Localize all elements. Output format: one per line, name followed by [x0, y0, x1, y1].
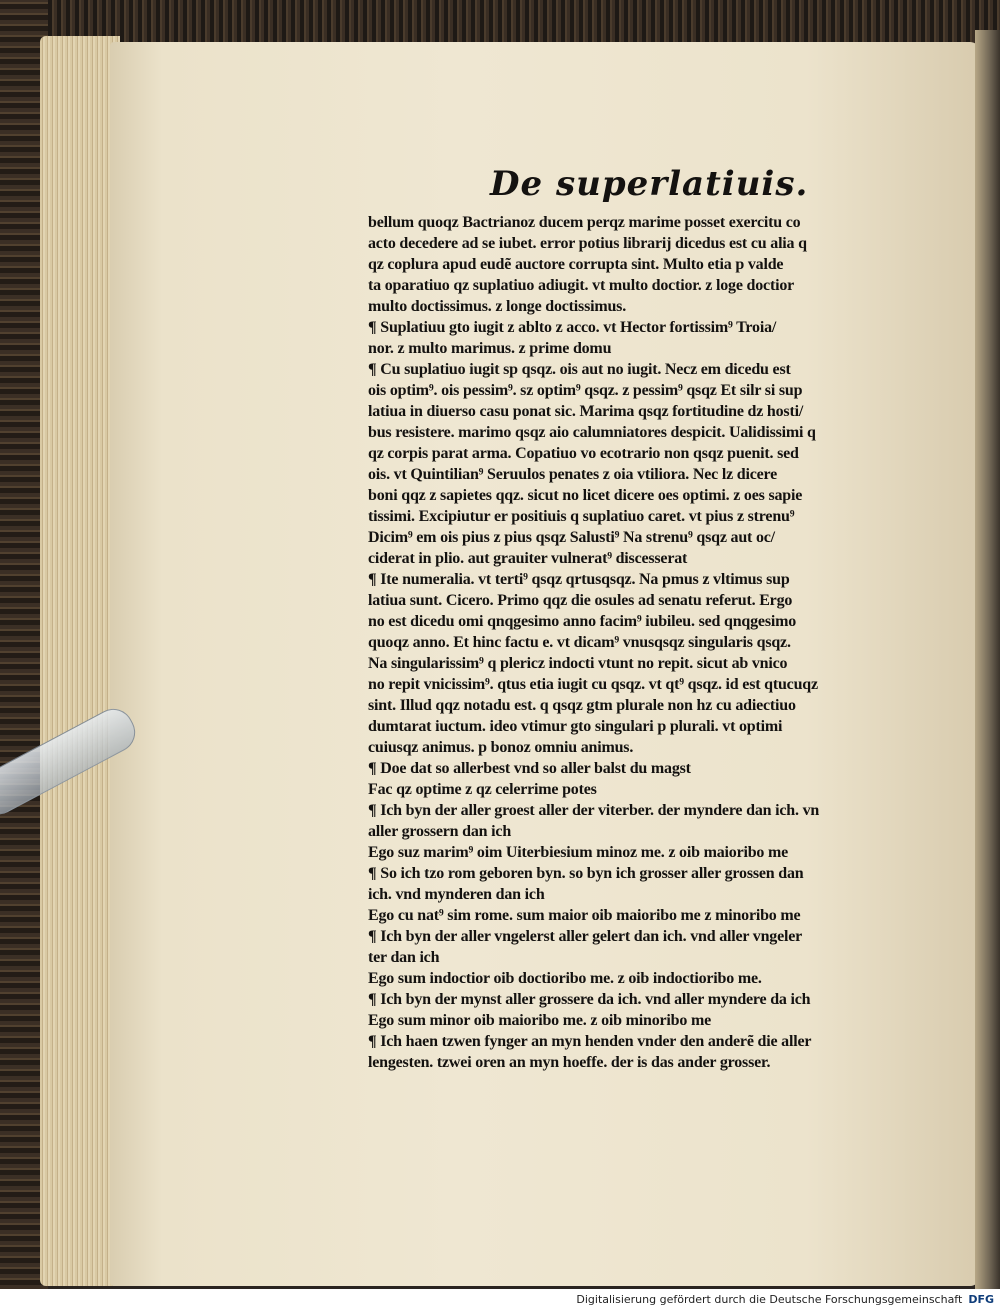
- text-block: [368, 162, 908, 1073]
- text-line: ¶ Ite numeralia. vt terti⁹ qsqz qrtusqsqz. Na pmus z vltimus sup: [368, 571, 790, 588]
- text-line: boni qqz z sapietes qqz. sicut no licet dicere oes optimi. z oes sapie: [368, 487, 803, 504]
- text-line: Ego cu nat⁹ sim rome. sum maior oib maioribo me z minoribo me: [368, 907, 801, 924]
- text-line: dumtarat iuctum. ideo vtimur gto singulari p plurali. vt optimi: [368, 718, 783, 735]
- text-line: ciderat in plio. aut grauiter vulnerat⁹ discesserat: [368, 550, 688, 567]
- text-line: Ego sum indoctior oib doctioribo me. z oib indoctioribo me.: [368, 970, 762, 987]
- text-line: ¶ Suplatiuu gto iugit z ablto z acco. vt Hector fortissim⁹ Troia/: [368, 319, 777, 336]
- page-edges: [40, 36, 120, 1286]
- text-line: nor. z multo marimus. z prime domu: [368, 340, 612, 357]
- text-line: tissimi. Excipiutur er positiuis q suplatiuo caret. vt pius z strenu⁹: [368, 508, 795, 525]
- text-line: qz corpis parat arma. Copatiuo vo ecotrario non qsqz puenit. sed: [368, 445, 799, 462]
- text-line: latiua sunt. Cicero. Primo qqz die osules ad senatu referut. Ergo: [368, 592, 793, 609]
- text-lines: [368, 212, 908, 1073]
- text-line: ich. vnd mynderen dan ich: [368, 886, 545, 903]
- text-line: ¶ Ich haen tzwen fynger an myn henden vnder den anderẽ die aller: [368, 1033, 812, 1050]
- text-line: bus resistere. marimo qsqz aio calumniatores despicit. Ualidissimi q: [368, 424, 816, 441]
- text-line: multo doctissimus. z longe doctissimus.: [368, 298, 626, 315]
- text-line: Na singularissim⁹ q plericz indocti vtunt no repit. sicut ab vnico: [368, 655, 788, 672]
- text-line: lengesten. tzwei oren an myn hoeffe. der is das ander grosser.: [368, 1054, 771, 1071]
- dfg-logo: DFG: [968, 1292, 994, 1306]
- book-spine-edge: [975, 30, 1000, 1289]
- text-line: ¶ Ich byn der mynst aller grossere da ich. vnd aller myndere da ich: [368, 991, 811, 1008]
- page-heading: De superlatiuis.: [490, 164, 809, 204]
- text-line: Ego sum minor oib maioribo me. z oib minoribo me: [368, 1012, 711, 1029]
- text-line: ois optim⁹. ois pessim⁹. sz optim⁹ qsqz. z pessim⁹ qsqz Et silr si sup: [368, 382, 803, 399]
- text-line: ta oparatiuo qz suplatiuo adiugit. vt multo doctior. z loge doctior: [368, 277, 795, 294]
- text-line: ¶ Ich byn der aller vngelerst aller gelert dan ich. vnd aller vngeler: [368, 928, 803, 945]
- text-line: bellum quoqz Bactrianoz ducem perqz marime posset exercitu co: [368, 214, 801, 231]
- text-line: Fac qz optime z qz celerrime potes: [368, 781, 597, 798]
- text-line: Ego suz marim⁹ oim Uiterbiesium minoz me. z oib maioribo me: [368, 844, 789, 861]
- text-line: sint. Illud qqz notadu est. q qsqz gtm plurale non hz cu adiectiuo: [368, 697, 796, 714]
- text-line: ¶ So ich tzo rom geboren byn. so byn ich grosser aller grossen dan: [368, 865, 804, 882]
- text-line: ois. vt Quintilian⁹ Seruulos penates z oia vtiliora. Nec lz dicere: [368, 466, 778, 483]
- text-line: ¶ Ich byn der aller groest aller der viterber. der myndere dan ich. vn: [368, 802, 820, 819]
- text-line: ter dan ich: [368, 949, 440, 966]
- text-line: acto decedere ad se iubet. error potius librarij dicedus est cu alia q: [368, 235, 807, 252]
- text-line: Dicim⁹ em ois pius z pius qsqz Salusti⁹ Na strenu⁹ qsqz aut oc/: [368, 529, 775, 546]
- footer: [0, 1289, 1000, 1309]
- text-line: no repit vnicissim⁹. qtus etia iugit cu qsqz. vt qt⁹ qsqz. id est qtucuqz: [368, 676, 818, 693]
- text-line: qz coplura apud eudẽ auctore corrupta sint. Multo etia p valde: [368, 256, 784, 273]
- text-line: latiua in diuerso casu ponat sic. Marima qsqz fortitudine dz hosti/: [368, 403, 804, 420]
- text-line: aller grossern dan ich: [368, 823, 512, 840]
- text-line: quoqz anno. Et hinc factu e. vt dicam⁹ vnusqsqz singularis qsqz.: [368, 634, 791, 651]
- text-line: cuiusqz animus. p bonoz omniu animus.: [368, 739, 634, 756]
- text-line: ¶ Cu suplatiuo iugit sp qsqz. ois aut no iugit. Necz em dicedu est: [368, 361, 791, 378]
- footer-credit: Digitalisierung gefördert durch die Deutsche Forschungsgemeinschaft: [576, 1292, 963, 1306]
- text-line: ¶ Doe dat so allerbest vnd so aller balst du magst: [368, 760, 691, 777]
- text-line: no est dicedu omi qnqgesimo anno facim⁹ iubileu. sed qnqgesimo: [368, 613, 797, 630]
